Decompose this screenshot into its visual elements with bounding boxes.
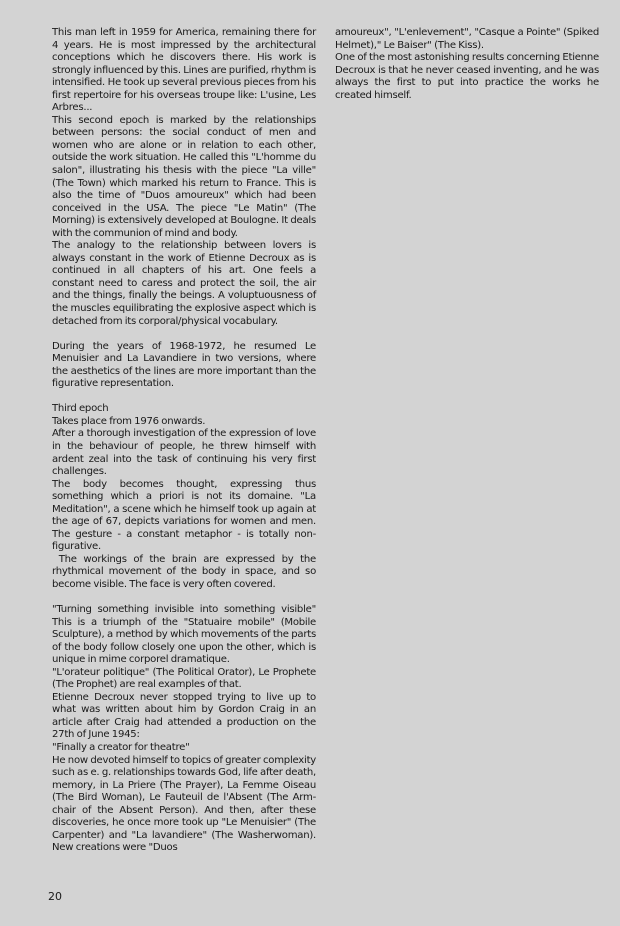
paragraph: "L'orateur politique" (The Political Orator), Le Prophete (The Prophet) are real examples of that. (52, 666, 316, 691)
paragraph: The analogy to the relationship between lovers is always constant in the work of Etienne Decroux as is continued in all chapters of his art. One feels a constant need to caress and protect the soil, the air and the things, finally the beings. A voluptuousness of the muscles equilibrating the explosive aspect which is detached from its corporal/physical vocabulary. (52, 240, 316, 327)
left-column (52, 27, 319, 855)
paragraph: The body becomes thought, expressing thus something which a priori is not its domaine. "La Meditation", a scene which he himself took up again at the age of 67, depicts variations for women and men. The gesture - a constant metaphor - is totally non-figurative. (52, 478, 316, 553)
paragraph: amoureux", "L'enlevement", "Casque a Pointe" (Spiked Helmet)," Le Baiser" (The Kiss). (335, 27, 599, 51)
page-number: 20 (48, 890, 62, 903)
text-block-second-epoch (52, 27, 316, 328)
text-block-statuaire-mobile (52, 604, 316, 855)
paragraph: Takes place from 1976 onwards. (52, 415, 206, 427)
paragraph: The workings of the brain are expressed by the rhythmical movement of the body in space, and so become visible. The face is very often covered. (52, 553, 319, 590)
paragraph: One of the most astonishing results concerning Etienne Decroux is that he never ceased inventing, and he was always the first to put into practice the works he created himself. (335, 52, 599, 101)
text-block-third-epoch (52, 403, 319, 591)
right-column (335, 27, 599, 102)
paragraph: After a thorough investigation of the expression of love in the behaviour of people, he threw himself with ardent zeal into the task of continuing his very first challenges. (52, 428, 316, 478)
section-heading: Third epoch (52, 403, 109, 415)
text-block-1968-1972 (52, 341, 316, 391)
paragraph: Etienne Decroux never stopped trying to live up to what was written about him by Gordon Craig in an article after Craig had attended a production on the 27th of June 1945: (52, 691, 316, 741)
quote: "Finally a creator for theatre" (52, 742, 190, 754)
paragraph: During the years of 1968-1972, he resumed Le Menuisier and La Lavandiere in two versions, where the aesthetics of the lines are more important than the figurative representation. (52, 340, 316, 390)
paragraph: "Turning something invisible into something visible" This is a triumph of the "Statuaire mobile" (Mobile Sculpture), a method by which movements of the parts of the body follow closely one upon the other, which is unique in mime corporel dramatique. (52, 604, 316, 666)
paragraph: He now devoted himself to topics of greater complexity such as e. g. relationships towards God, life after death, memory, in La Priere (The Prayer), La Femme Oiseau (The Bird Woman), Le Fauteuil de l'Absent (The Arm-chair of the Absent Person). And then, after these discoveries, he once more took up "Le Menuisier" (The Carpenter) and "La lavandiere" (The Washerwoman). New creations were "Duos (52, 754, 316, 854)
paragraph: This second epoch is marked by the relationships between persons: the social conduct of men and women who are alone or in relation to each other, outside the work situation. He called this "L'homme du salon", illustrating his thesis with the piece "La ville" (The Town) which marked his return to France. This is also the time of "Duos amoureux" which had been conceived in the USA. The piece "Le Matin" (The Morning) is extensively developed at Boulogne. It deals with the communion of mind and body. (52, 114, 316, 239)
paragraph: This man left in 1959 for America, remaining there for 4 years. He is most impressed by the architectural conceptions which he discovers there. His work is strongly influenced by this. Lines are purified, rhythm is intensified. He took up several previous pieces from his first repertoire for his overseas troupe like: L'usine, Les Arbres... (52, 27, 316, 114)
